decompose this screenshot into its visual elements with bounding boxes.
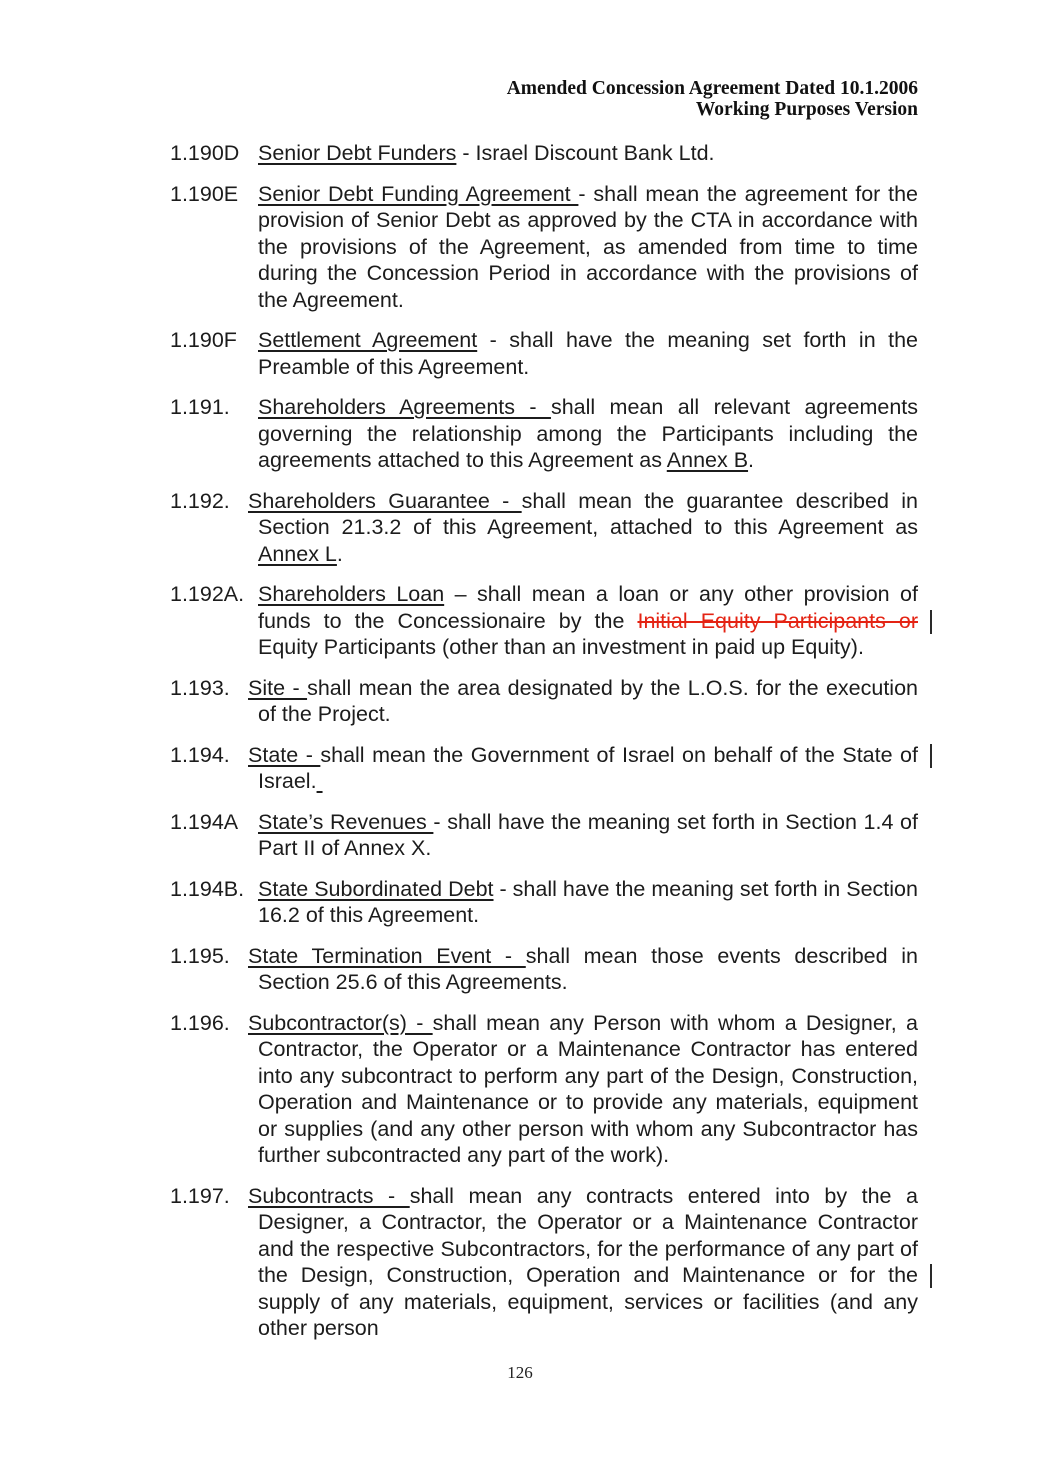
paragraph-text — [258, 181, 918, 314]
text-segment: shall mean the Government of Israel on behalf of the State of Israel. — [258, 742, 918, 793]
paragraph-text — [248, 943, 919, 996]
header-title-line: Amended Concession Agreement Dated 10.1.2006 — [506, 78, 918, 99]
text-segment: . — [748, 448, 755, 472]
page-number: 126 — [507, 1363, 533, 1382]
paragraph-number: 1.196. — [170, 1010, 230, 1035]
definition-paragraph — [170, 181, 918, 314]
header-version-line: Working Purposes Version — [695, 99, 918, 120]
definition-paragraph — [170, 327, 918, 380]
defined-term: Shareholders Guarantee - — [248, 488, 522, 513]
definition-paragraph — [170, 1183, 918, 1342]
paragraph-text — [258, 581, 918, 661]
definition-paragraph — [170, 876, 918, 929]
text-segment: - Israel Discount Bank Ltd. — [456, 141, 715, 165]
paragraph-text — [248, 1010, 918, 1169]
document-header — [0, 0, 918, 120]
definition-paragraph — [170, 742, 918, 795]
definition-paragraph — [170, 943, 918, 996]
defined-term: Shareholders Agreements - — [258, 395, 551, 419]
text-segment: - shall have the meaning set forth in Section 1.4 of Part II of Annex X. — [258, 809, 918, 860]
paragraph-number: 1.191. — [170, 395, 230, 419]
paragraph-text — [258, 140, 918, 167]
paragraph-list — [170, 140, 918, 1342]
defined-term: State - — [248, 742, 321, 767]
paragraph-number: 1.194A — [170, 809, 239, 834]
deleted-text: Initial Equity Participants or — [637, 608, 918, 633]
change-margin-bar — [930, 610, 932, 634]
definition-paragraph — [170, 394, 918, 474]
defined-term: State’s Revenues — [258, 809, 434, 834]
defined-term — [317, 769, 323, 793]
defined-term: Subcontractor(s) - — [248, 1010, 433, 1035]
paragraph-number: 1.194. — [170, 742, 230, 767]
text-segment: shall mean any Person with whom a Designer, a Contractor, the Operator or a Maintenance Contractor has entered into any subcontract to perform any part of the Design, Construction, Operation and Maintenance or to provide any materials, equipment or supplies (and any other person with whom any Subcontractor has further subcontracted any part of the work). — [258, 1010, 918, 1167]
defined-term: State Termination Event - — [248, 943, 526, 968]
defined-term: Shareholders Loan — [258, 582, 445, 606]
text-segment: shall mean those events described in Section 25.6 of this Agreements. — [258, 943, 919, 994]
text-segment: - shall have the meaning set forth in the Preamble of this Agreement. — [258, 328, 918, 379]
paragraph-number: 1.195. — [170, 943, 230, 968]
defined-term: Site - — [248, 675, 308, 700]
paragraph-number: 1.192. — [170, 488, 230, 513]
defined-term: Annex B — [666, 448, 749, 472]
paragraph-number: 1.194B. — [170, 876, 245, 901]
text-segment: shall mean the area designated by the L.O.S. for the execution of the Project. — [258, 675, 918, 726]
definition-paragraph — [170, 140, 918, 167]
definition-paragraph — [170, 581, 918, 661]
paragraph-text — [258, 809, 918, 862]
defined-term: Senior Debt Funders — [258, 141, 457, 165]
paragraph-number: 1.190D — [170, 141, 240, 165]
definition-paragraph — [170, 675, 918, 728]
paragraph-text — [248, 488, 918, 568]
text-segment: . — [336, 541, 343, 566]
defined-term: Senior Debt Funding Agreement — [258, 181, 579, 206]
paragraph-text — [248, 742, 918, 795]
definition-paragraph — [170, 809, 918, 862]
definition-paragraph — [170, 488, 918, 568]
defined-term: Annex L — [258, 541, 337, 566]
text-segment: shall mean the guarantee described in Section 21.3.2 of this Agreement, attached to this Agreement as — [258, 488, 918, 539]
paragraph-text — [258, 327, 918, 380]
paragraph-number: 1.197. — [170, 1183, 230, 1208]
change-margin-bar — [930, 744, 932, 768]
text-segment: - shall mean the agreement for the provision of Senior Debt as approved by the CTA in accordance with the provisions of the Agreement, as amended from time to time during the Concession Period in accordance with the provisions of the Agreement. — [258, 181, 918, 312]
paragraph-text — [248, 675, 918, 728]
paragraph-text — [258, 876, 918, 929]
defined-term: Subcontracts - — [248, 1183, 410, 1208]
text-segment: - shall have the meaning set forth in Section 16.2 of this Agreement. — [258, 876, 918, 927]
paragraph-text — [248, 1183, 918, 1342]
text-segment: shall mean all relevant agreements governing the relationship among the Participants including the agreements attached to this Agreement as — [258, 395, 918, 472]
paragraph-number: 1.190F — [170, 328, 237, 352]
change-margin-bar — [930, 1264, 932, 1288]
definition-paragraph — [170, 1010, 918, 1169]
defined-term: State Subordinated Debt — [258, 876, 494, 901]
paragraph-text — [258, 394, 918, 474]
paragraph-number: 1.190E — [170, 181, 239, 206]
text-segment: Equity Participants (other than an investment in paid up Equity). — [258, 635, 864, 659]
defined-term: Settlement Agreement — [258, 328, 478, 352]
paragraph-number: 1.193. — [170, 675, 230, 700]
text-segment: – shall mean a loan or any other provision of funds to the Concessionaire by the — [258, 582, 918, 633]
paragraph-number: 1.192A. — [170, 582, 245, 606]
text-segment: shall mean any contracts entered into by the a Designer, a Contractor, the Operator or a Maintenance Contractor and the respective Subcontractors, for the performance of any part of the Design, Construction, Operation and Maintenance or for the supply of any materials, equipment, services or facilities (and any other person — [258, 1183, 918, 1340]
